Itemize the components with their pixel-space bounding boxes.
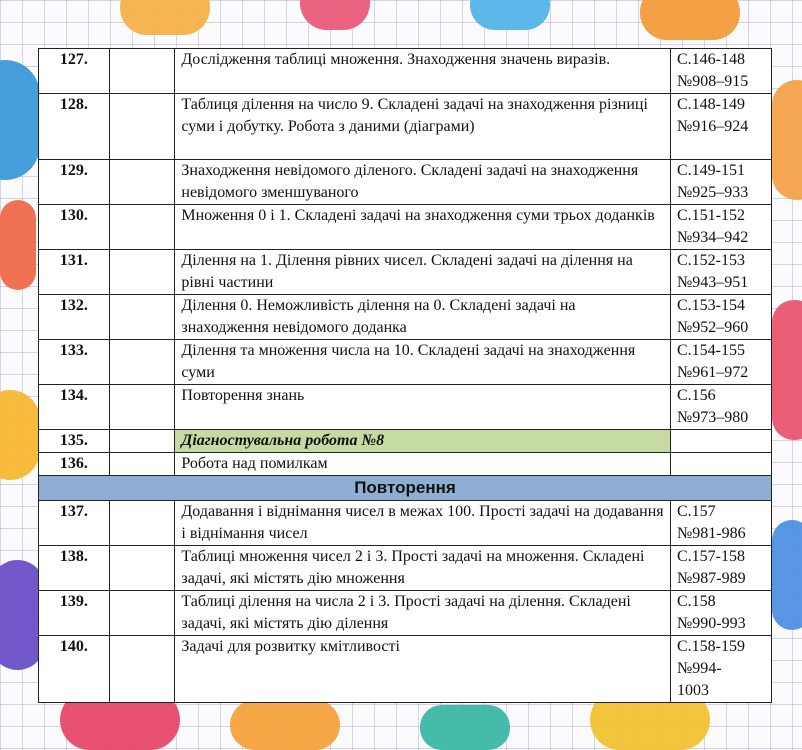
- decorative-shape: [0, 390, 40, 480]
- lesson-topic: Множення 0 і 1. Складені задачі на знаходження суми трьох доданків: [175, 205, 671, 250]
- lesson-number: 127.: [39, 49, 110, 94]
- lesson-number: 136.: [39, 453, 110, 476]
- decorative-shape: [0, 200, 36, 290]
- table-row-diagnostic: [39, 430, 772, 453]
- lesson-number: 134.: [39, 385, 110, 430]
- decorative-shape: [772, 300, 802, 440]
- lesson-plan-table: [38, 48, 772, 703]
- section-title: Повторення: [39, 476, 772, 501]
- textbook-reference: С.146-148 №908–915: [670, 49, 771, 94]
- textbook-reference: С.158-159 №994- 1003: [670, 636, 771, 703]
- date-cell: [109, 49, 175, 94]
- table-row: [39, 385, 772, 430]
- lesson-topic: Додавання і віднімання чисел в межах 100. Прості задачі на додавання і віднімання чисел: [175, 501, 671, 546]
- lesson-topic: Ділення та множення числа на 10. Складені задачі на знаходження суми: [175, 340, 671, 385]
- lesson-topic: Таблиці ділення на числа 2 і 3. Прості задачі на ділення. Складені задачі, які містять дію ділення: [175, 591, 671, 636]
- lesson-topic: Знаходження невідомого діленого. Складені задачі на знаходження невідомого зменшуваного: [175, 160, 671, 205]
- lesson-topic: Повторення знань: [175, 385, 671, 430]
- date-cell: [109, 160, 175, 205]
- lesson-topic: Діагностувальна робота №8: [175, 430, 671, 453]
- table-row: [39, 636, 772, 703]
- lesson-topic: Робота над помилкам: [175, 453, 671, 476]
- date-cell: [109, 591, 175, 636]
- lesson-number: 131.: [39, 250, 110, 295]
- date-cell: [109, 430, 175, 453]
- decorative-shape: [0, 60, 40, 180]
- lesson-number: 130.: [39, 205, 110, 250]
- lesson-number: 137.: [39, 501, 110, 546]
- lesson-topic: Таблиці множення чисел 2 і 3. Прості задачі на множення. Складені задачі, які містять дію множення: [175, 546, 671, 591]
- lesson-number: 129.: [39, 160, 110, 205]
- date-cell: [109, 295, 175, 340]
- lesson-topic: Ділення на 1. Ділення рівних чисел. Складені задачі на ділення на рівні частини: [175, 250, 671, 295]
- table-row: [39, 94, 772, 160]
- date-cell: [109, 546, 175, 591]
- textbook-reference: С.156 №973–980: [670, 385, 771, 430]
- date-cell: [109, 385, 175, 430]
- lesson-number: 140.: [39, 636, 110, 703]
- textbook-reference: С.157-158 №987-989: [670, 546, 771, 591]
- lesson-number: 135.: [39, 430, 110, 453]
- date-cell: [109, 501, 175, 546]
- decorative-shape: [230, 700, 340, 750]
- textbook-reference: С.152-153 №943–951: [670, 250, 771, 295]
- textbook-reference: С.153-154 №952–960: [670, 295, 771, 340]
- table-row: [39, 49, 772, 94]
- date-cell: [109, 205, 175, 250]
- textbook-reference: [670, 430, 771, 453]
- textbook-reference: С.149-151 №925–933: [670, 160, 771, 205]
- table-row: [39, 501, 772, 546]
- textbook-reference: С.158 №990-993: [670, 591, 771, 636]
- table-row: [39, 546, 772, 591]
- decorative-shape: [120, 0, 210, 35]
- table-row: [39, 160, 772, 205]
- textbook-reference: [670, 453, 771, 476]
- lesson-number: 138.: [39, 546, 110, 591]
- lesson-number: 132.: [39, 295, 110, 340]
- decorative-shape: [772, 80, 802, 200]
- date-cell: [109, 94, 175, 160]
- decorative-shape: [470, 0, 550, 30]
- section-header-row: [39, 476, 772, 501]
- textbook-reference: С.154-155 №961–972: [670, 340, 771, 385]
- decorative-shape: [772, 520, 802, 630]
- date-cell: [109, 340, 175, 385]
- decorative-shape: [300, 0, 370, 30]
- lesson-number: 128.: [39, 94, 110, 160]
- table-row: [39, 453, 772, 476]
- lesson-number: 139.: [39, 591, 110, 636]
- textbook-reference: С.151-152 №934–942: [670, 205, 771, 250]
- lesson-number: 133.: [39, 340, 110, 385]
- table-row: [39, 205, 772, 250]
- decorative-shape: [420, 705, 510, 750]
- date-cell: [109, 636, 175, 703]
- lesson-topic: Таблиця ділення на число 9. Складені задачі на знаходження різниці суми і добутку. Робота з даними (діаграми): [175, 94, 671, 160]
- date-cell: [109, 250, 175, 295]
- table-row: [39, 295, 772, 340]
- table-row: [39, 340, 772, 385]
- lesson-topic: Дослідження таблиці множення. Знаходження значень виразів.: [175, 49, 671, 94]
- table-row: [39, 591, 772, 636]
- date-cell: [109, 453, 175, 476]
- lesson-topic: Ділення 0. Неможливість ділення на 0. Складені задачі на знаходження невідомого доданка: [175, 295, 671, 340]
- lesson-topic: Задачі для розвитку кмітливості: [175, 636, 671, 703]
- textbook-reference: С.148-149 №916–924: [670, 94, 771, 160]
- decorative-shape: [640, 0, 740, 40]
- textbook-reference: С.157 №981-986: [670, 501, 771, 546]
- table-row: [39, 250, 772, 295]
